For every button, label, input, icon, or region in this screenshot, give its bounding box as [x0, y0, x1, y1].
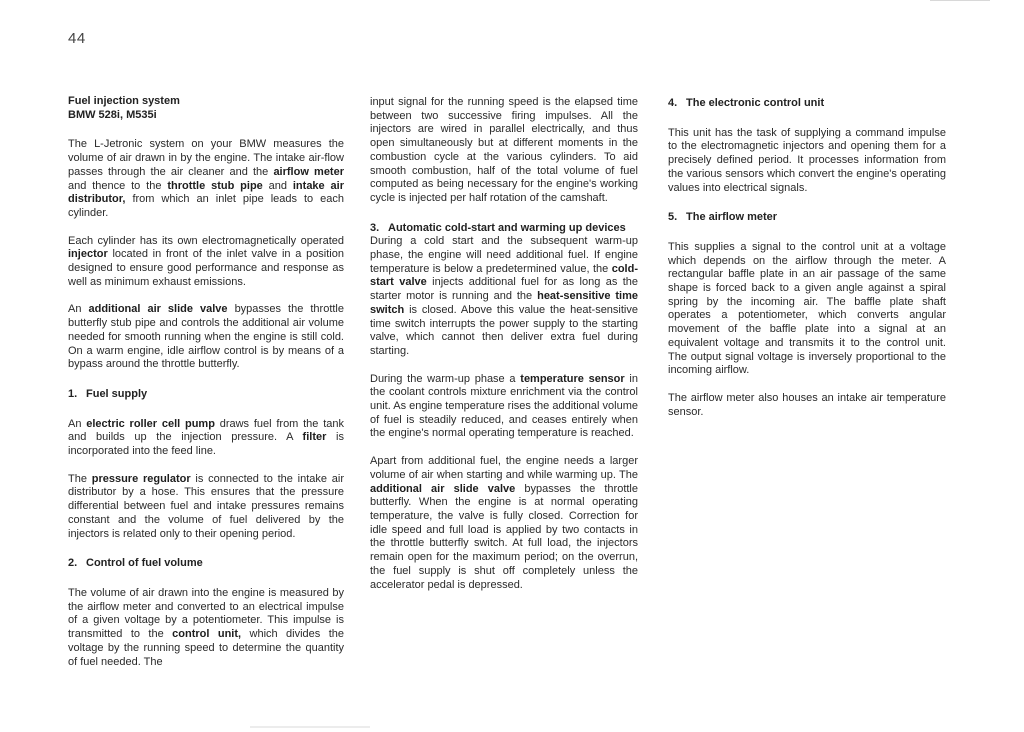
- paragraph-additional-air: Apart from additional fuel, the engine needs a larger volume of air when starting and while warming up. The additional air slide valve bypasses the throttle butterfly. When the engine is at normal operating temperature, the valve is fully closed. Correction for idle speed and full load is applied by two contacts in the throttle butterfly switch. At full load, the injectors remain open for the maximum period; on the overrun, the fuel supply is shut off completely unless the accelerator pedal is depressed.: [370, 455, 638, 591]
- term-roller-cell-pump: electric roller cell pump: [86, 417, 215, 430]
- paragraph-injector: Each cylinder has its own electromagnetically operated injector located in front of the inlet valve in a position designed to ensure good performance and response as well as minimum exhaust emissions.: [68, 234, 344, 288]
- paragraph-running-speed: input signal for the running speed is the elapsed time between two successive firing impulses. All the injectors are wired in parallel electrically, and thus open simultaneously but at different moments in the combustion cycle at the various cylinders. To aid smooth combustion, half of the total volume of fuel computed as being necessary for the engine's working cycle is injected per half rotation of the camshaft.: [370, 96, 638, 204]
- page-number: 44: [68, 30, 86, 47]
- heading-airflow-meter: 5. The airflow meter: [668, 211, 778, 224]
- paragraph-air-temperature-sensor: The airflow meter also houses an intake air temperature sensor.: [668, 391, 946, 418]
- term-airflow-meter: airflow meter: [273, 165, 344, 178]
- paragraph-pressure-regulator: The pressure regulator is connected to the intake air distributor by a hose. This ensures that the pressure differential between fuel and intake pressures remains constant and the volume of fuel delivered by the injectors is related only to their opening period.: [68, 472, 345, 540]
- term-additional-air-slide-valve: additional air slide valve: [88, 303, 228, 316]
- paragraph-intro: The L-Jetronic system on your BMW measures the volume of air drawn in by the engine. The intake air-flow passes through the air cleaner and the airflow meter and thence to the throttle stub pipe and intake air distributor, from which an inlet pipe leads to each cylinder.: [68, 138, 344, 219]
- column-middle: [370, 96, 638, 592]
- term-filter: filter: [302, 431, 327, 444]
- term-heat-sensitive-time-switch: heat-sensitive time switch: [370, 290, 638, 316]
- term-control-unit: control unit,: [172, 628, 242, 641]
- paragraph-fuel-volume: The volume of air drawn into the engine is measured by the airflow meter and converted to an electrical impulse of a given voltage by a potentiometer. This impulse is transmitted to the control unit, which divides the voltage by the running speed to determine the quantity of fuel needed. The: [68, 586, 345, 668]
- term-throttle-stub-pipe: throttle stub pipe: [167, 179, 263, 192]
- paragraph-control-unit: This unit has the task of supplying a command impulse to the electromagnetic injectors and opening them for a precisely defined period. It processes information from the various sensors which convert the engine's operating values into electrical signals.: [668, 126, 946, 194]
- scan-edge-line: [930, 0, 990, 1]
- heading-control-unit: 4. The electronic control unit: [668, 97, 825, 109]
- paragraph-fuel-pump: An electric roller cell pump draws fuel from the tank and builds up the injection pressure. A filter is incorporated into the feed line.: [68, 417, 344, 458]
- paragraph-airflow-meter: This supplies a signal to the control unit at a voltage which depends on the airflow through the meter. A rectangular baffle plate in an air passage of the same shape is forced back to a given angle against a spiral spring by the incoming air. The baffle plate shaft operates a potentiometer, which converts angular movement of the baffle plate into a signal at an equivalent voltage and transmits it to the control unit. The output signal voltage is inversely proportional to the incoming airflow.: [668, 240, 946, 377]
- heading-control-fuel-volume: 2. Control of fuel volume: [68, 557, 203, 570]
- paragraph-cold-start: During a cold start and the subsequent warm-up phase, the engine will need additional fuel. If engine temperature is below a predetermined value, the cold-start valve injects additional fuel for as long as the starter motor is running and the heat-sensitive time switch is closed. Above this value the heat-sensitive time switch interrupts the power supply to the starting valve, which cannot then deliver extra fuel during starting.: [370, 235, 638, 357]
- term-injector: injector: [68, 248, 108, 261]
- scan-edge-shadow: [250, 726, 370, 728]
- term-additional-air-slide-valve-2: additional air slide valve: [370, 482, 516, 495]
- paragraph-air-slide-valve: An additional air slide valve bypasses the throttle butterfly stub pipe and controls the additional air volume needed for smooth running when the engine is still cold. On a warm engine, idle airflow control is by means of a bypass around the throttle butterfly.: [68, 303, 344, 371]
- section-subtitle: BMW 528i, M535i: [68, 108, 157, 121]
- term-cold-start-valve: cold-start valve: [370, 262, 638, 289]
- column-left: [68, 95, 344, 669]
- term-intake-air-distributor: intake air distributor,: [68, 179, 344, 206]
- column-right: [668, 97, 946, 419]
- paragraph-temperature-sensor: During the warm-up phase a temperature sensor in the coolant controls mixture enrichment via the control unit. As engine temperature rises the additional volume of fuel is steadily reduced, and ceases entirely when the engine's normal operating temperature is reached.: [370, 372, 638, 440]
- heading-fuel-supply: 1. Fuel supply: [68, 387, 148, 400]
- term-temperature-sensor: temperature sensor: [520, 372, 625, 385]
- heading-cold-start: 3. Automatic cold-start and warming up devices: [370, 221, 626, 234]
- section-title: Fuel injection system: [68, 95, 180, 107]
- term-pressure-regulator: pressure regulator: [91, 472, 191, 485]
